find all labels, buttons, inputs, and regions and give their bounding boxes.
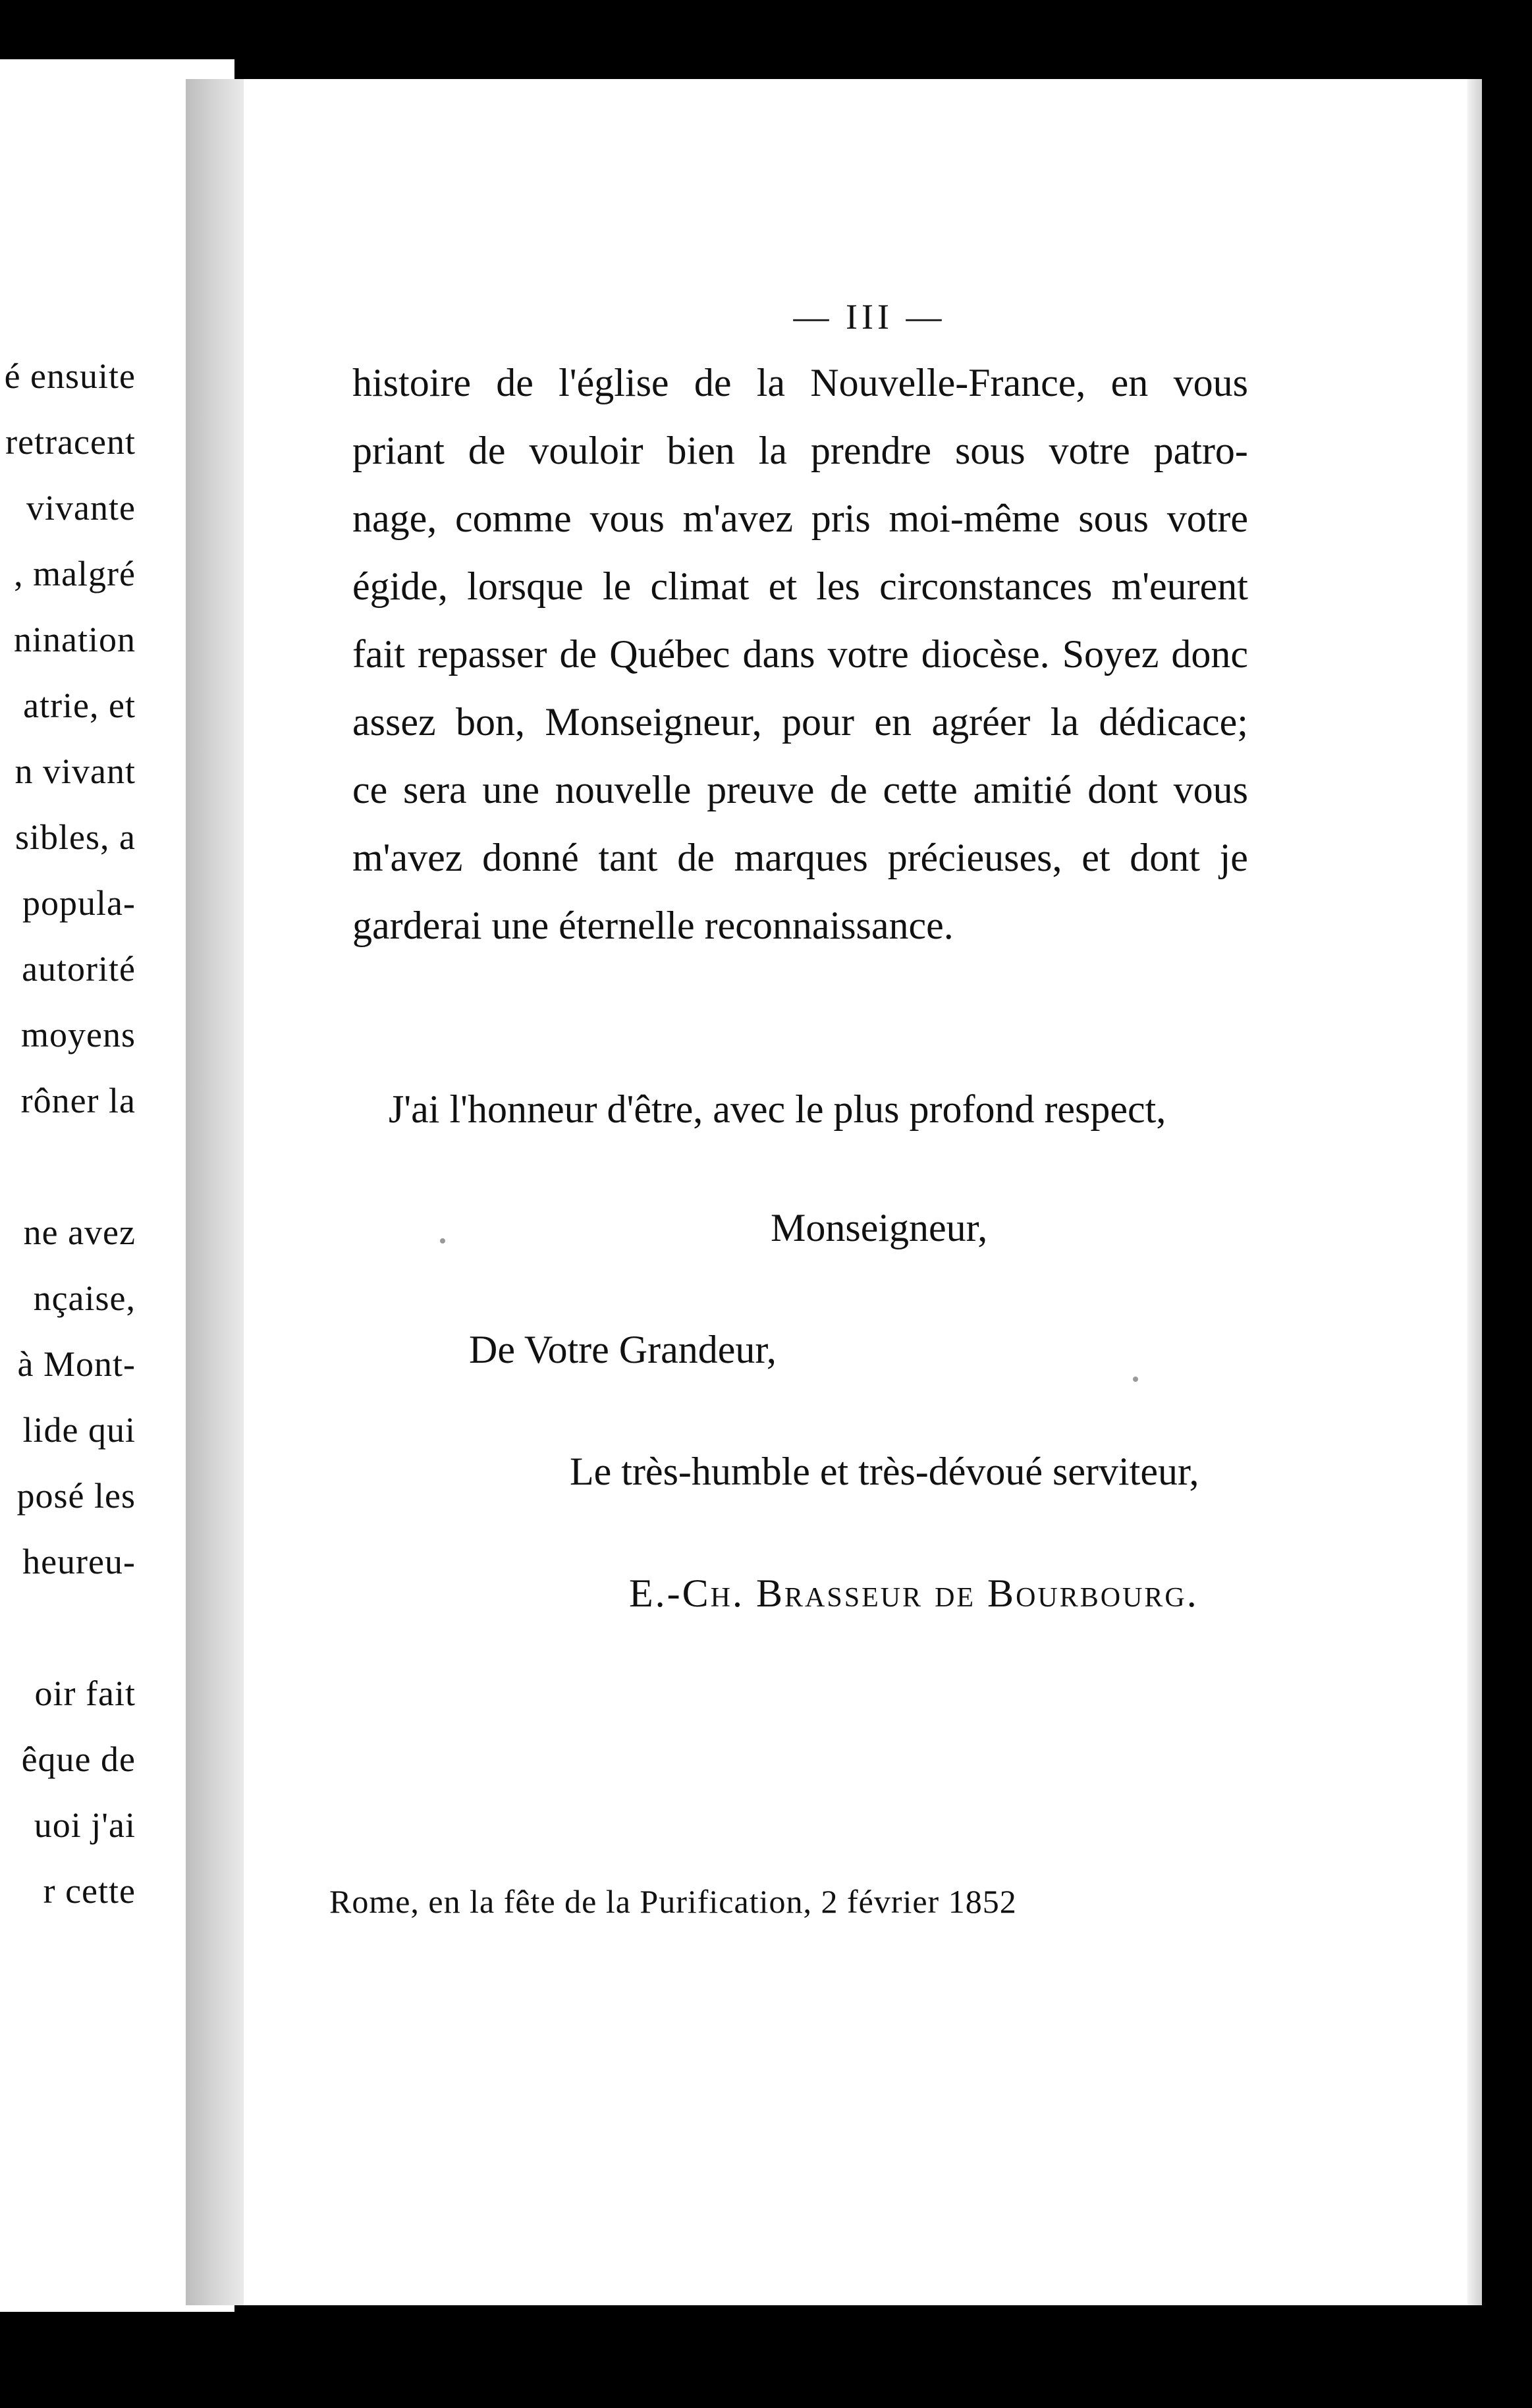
paragraph-word: et (768, 564, 798, 608)
paragraph-word: cette (883, 768, 958, 811)
paragraph-word: sous (1078, 497, 1149, 540)
paragraph-line (352, 688, 1248, 756)
paragraph-word: je (1219, 836, 1248, 879)
speck (1133, 1377, 1138, 1382)
left-page-line: n vivant (14, 752, 136, 791)
paragraph-word: diocèse. (921, 632, 1050, 676)
left-page-line: vivante (26, 488, 136, 528)
left-page-line: é ensuite (4, 356, 136, 396)
left-page-line: uoi j'ai (34, 1805, 136, 1845)
paragraph-word: de (496, 361, 533, 404)
paragraph-word: les (816, 564, 860, 608)
paragraph-word: assez (352, 700, 436, 744)
paragraph-line (352, 417, 1248, 485)
paragraph-word: agréer (931, 700, 1031, 744)
paragraph-word: de (694, 361, 732, 404)
paragraph-word: dont (1087, 768, 1158, 811)
paragraph-word: donné (482, 836, 579, 879)
paragraph-word: vous (589, 497, 665, 540)
paragraph-word: la (756, 361, 786, 404)
paragraph-word: priant (352, 429, 445, 472)
left-page-line: oir fait (34, 1674, 136, 1713)
paragraph-word: en (1110, 361, 1149, 404)
paragraph-word: votre (1049, 429, 1130, 472)
left-page-line: heureu- (22, 1542, 136, 1581)
paragraph-word: sera (403, 768, 467, 811)
paragraph-word: climat (650, 564, 750, 608)
paragraph-word: Soyez (1062, 632, 1159, 676)
servant-line: Le très-humble et très-dévoué serviteur, (570, 1450, 1199, 1493)
paragraph-word: donc (1171, 632, 1248, 676)
paragraph-word: amitié (973, 768, 1072, 811)
paragraph-word: pris (811, 497, 871, 540)
left-page-line: autorité (22, 949, 136, 989)
paragraph-line (352, 485, 1248, 553)
left-page-line: retracent (5, 422, 136, 462)
page-number: — III — (793, 297, 946, 337)
left-page-line: , malgré (14, 554, 136, 593)
paragraph-word: lorsque (467, 564, 584, 608)
paragraph-word: l'église (559, 361, 669, 404)
paragraph-word: et (1081, 836, 1110, 879)
paragraph-word: nage, (352, 497, 437, 540)
paragraph-word: votre (1166, 497, 1248, 540)
paragraph-word: dans (742, 632, 815, 676)
paragraph-word: bon, (456, 700, 525, 744)
right-page (244, 79, 1482, 2305)
left-page-line: ne avez (23, 1213, 136, 1252)
paragraph-word: pour (782, 700, 855, 744)
paragraph-word: de (468, 429, 506, 472)
paragraph-word: m'avez (682, 497, 793, 540)
left-page-line: atrie, et (23, 686, 136, 725)
paragraph-word: vous (1173, 768, 1248, 811)
paragraph-word: fait (352, 632, 405, 676)
closing-respect-line: J'ai l'honneur d'être, avec le plus profond respect, (389, 1087, 1166, 1131)
left-page-line: nçaise, (33, 1278, 136, 1318)
paragraph-word: de (677, 836, 715, 879)
paragraph-word: une (482, 768, 539, 811)
paragraph-word: m'avez (352, 836, 463, 879)
paragraph-word: dont (1130, 836, 1200, 879)
left-page-line: posé les (16, 1476, 136, 1516)
left-page-line: sibles, a (15, 817, 136, 857)
paragraph-line (352, 620, 1248, 688)
paragraph-word: repasser (417, 632, 547, 676)
grandeur-line: De Votre Grandeur, (469, 1328, 777, 1371)
paragraph-line (352, 553, 1248, 620)
paragraph-word: moi-même (889, 497, 1060, 540)
paragraph-line (352, 349, 1248, 417)
paragraph-word: égide, (352, 564, 448, 608)
paragraph-word: sous (954, 429, 1026, 472)
left-page-line: lide qui (22, 1410, 136, 1450)
paragraph-word: votre (827, 632, 909, 676)
paragraph-word: prendre (810, 429, 932, 472)
paragraph-word: tant (598, 836, 658, 879)
paragraph-word: bien (667, 429, 735, 472)
left-page-line: rôner la (20, 1081, 136, 1120)
paragraph-line (352, 824, 1248, 892)
paragraph-word: vouloir (529, 429, 643, 472)
paragraph-line: garderai une éternelle reconnaissance. (352, 904, 954, 947)
paragraph-word: dédicace; (1099, 700, 1248, 744)
dateline: Rome, en la fête de la Purification, 2 février 1852 (329, 1883, 1017, 1920)
paragraph-word: marques (734, 836, 868, 879)
paragraph-word: ce (352, 768, 388, 811)
paragraph-word: précieuses, (887, 836, 1062, 879)
paragraph-word: histoire (352, 361, 471, 404)
paragraph-word: circonstances (879, 564, 1093, 608)
left-page-line: r cette (43, 1871, 136, 1911)
paragraph-word: de (830, 768, 867, 811)
paragraph-word: la (758, 429, 787, 472)
paragraph-word: nouvelle (555, 768, 692, 811)
dedication-paragraph (352, 349, 1248, 960)
paragraph-word: la (1050, 700, 1080, 744)
paragraph-word: m'eurent (1111, 564, 1248, 608)
paragraph-word: le (603, 564, 632, 608)
paragraph-word: vous (1173, 361, 1248, 404)
paragraph-word: Nouvelle-France, (810, 361, 1086, 404)
salutation: Monseigneur, (771, 1206, 988, 1249)
author-signature: E.-Ch. Brasseur de Bourbourg. (629, 1572, 1199, 1615)
paragraph-word: patro- (1153, 429, 1248, 472)
paragraph-word: en (874, 700, 912, 744)
paragraph-word: preuve (707, 768, 815, 811)
paragraph-word: comme (455, 497, 572, 540)
left-page-line: moyens (21, 1015, 136, 1054)
left-page-line: nination (14, 620, 136, 659)
page-edge-shadow (1467, 79, 1482, 2305)
paragraph-line (352, 756, 1248, 824)
left-page-line: êque de (21, 1739, 136, 1779)
speck (440, 1238, 445, 1244)
paragraph-word: de (559, 632, 597, 676)
paragraph-word: Monseigneur, (545, 700, 762, 744)
paragraph-word: Québec (609, 632, 730, 676)
left-page-line: popula- (22, 883, 136, 923)
left-page-line: à Mont- (17, 1344, 136, 1384)
